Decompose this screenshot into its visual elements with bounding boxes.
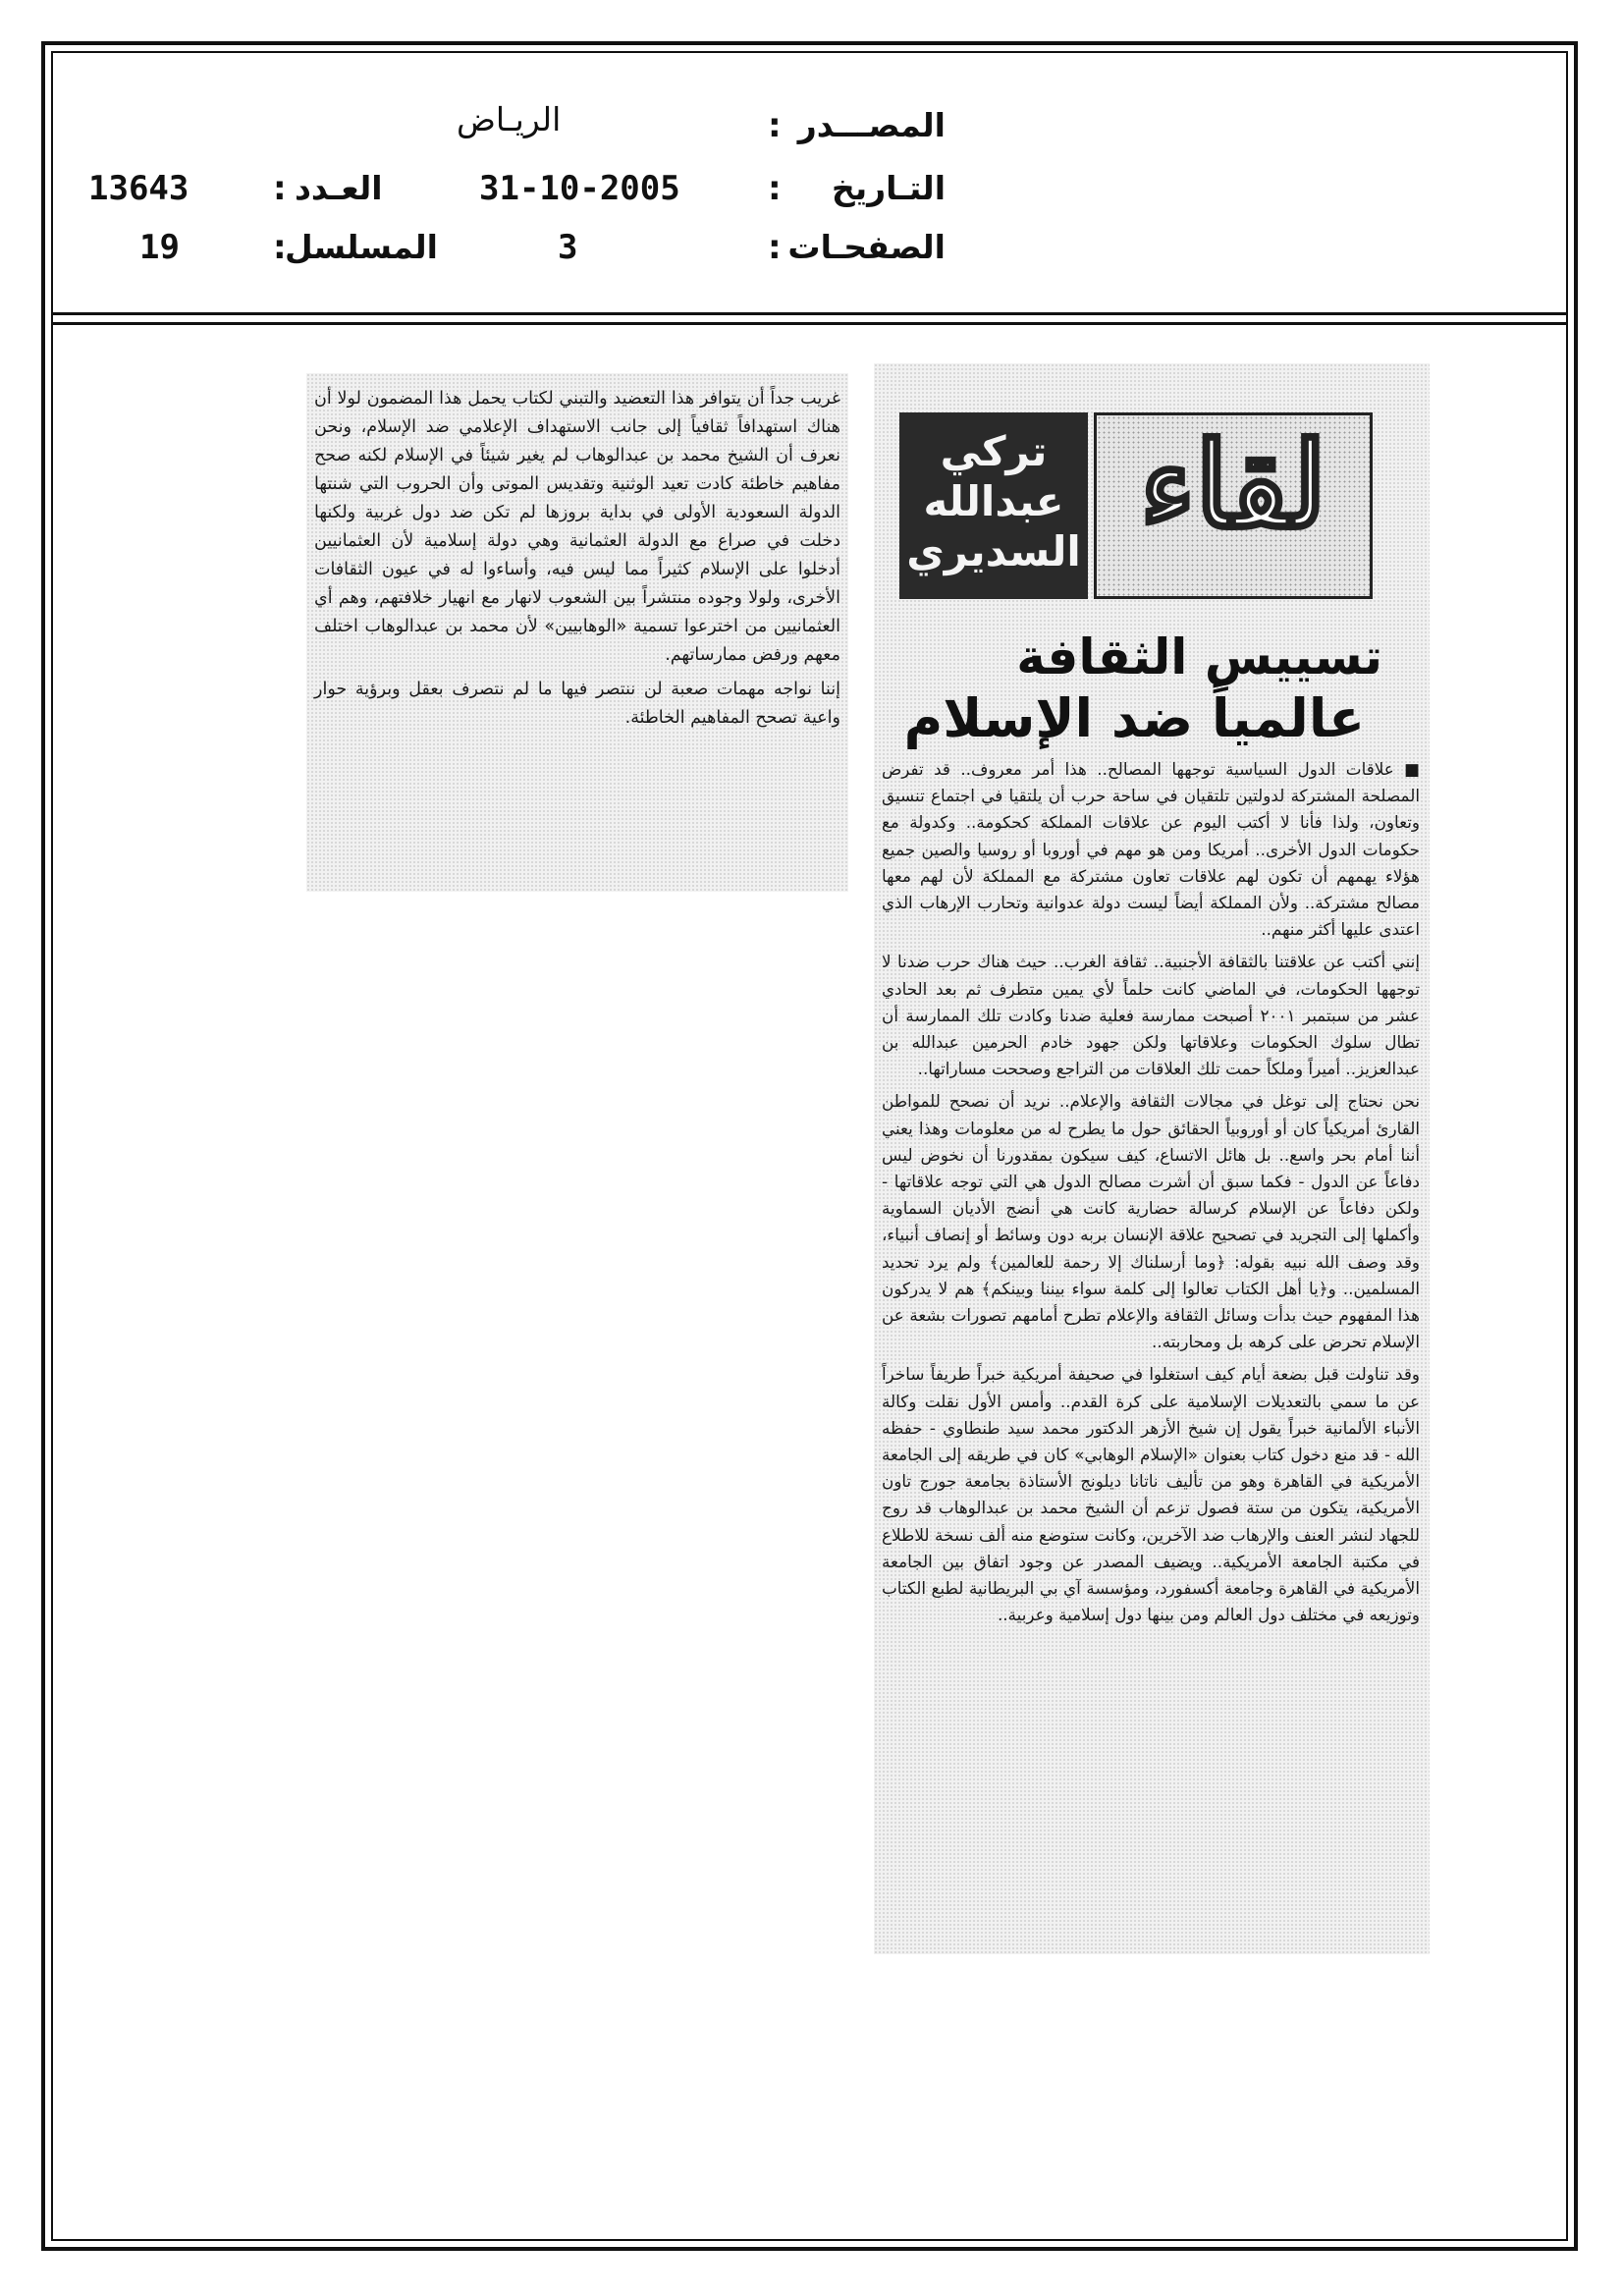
issue-colon: : [273, 169, 287, 208]
pages-value: 3 [558, 228, 578, 267]
paragraph: إنني أكتب عن علاقتنا بالثقافة الأجنبية.. ثقافة الغرب.. حيث هناك حرب ضدنا لا توجهها الحكومات، في الماضي كانت حلماً لأي يمين متطرف ثم بعد الحادي عشر من سبتمبر ٢٠٠١ أصبحت ممارسة فعلية ضدنا وكادت تلك الممارسة أن تطال سلوك الحكومات وعلاقاتها ولكن جهود خادم الحرمين عبدالله بن عبدالعزيز.. أميراً وملكاً حمت تلك العلاقات من التراجع وصححت مساراتها.. [882, 952, 1420, 1079]
header-divider [51, 312, 1568, 315]
headline-line-2: عالمياً ضد الإسلام [903, 687, 1365, 749]
date-colon: : [768, 169, 782, 208]
issue-value: 13643 [88, 169, 189, 208]
author-name-block [899, 412, 1088, 599]
serial-value: 19 [139, 228, 180, 267]
date-value: 31-10-2005 [479, 169, 680, 208]
pages-colon: : [768, 228, 782, 267]
column-logo-text: لقاء [1139, 416, 1327, 555]
article-body-left [314, 385, 840, 886]
paragraph: وقد تناولت قبل بضعة أيام كيف استغلوا في صحيفة أمريكية خبراً طريفاً ساخراً عن ما سمي بالتعديلات الإسلامية على كرة القدم.. وأمس الأول نقلت وكالة الأنباء الألمانية خبراً يقول إن شيخ الأزهر الدكتور محمد سيد طنطاوي - حفظه الله - قد منع دخول كتاب بعنوان «الإسلام الوهابي» كان في طريقه إلى الجامعة الأمريكية في القاهرة وهو من تأليف ناتانا ديلونج الأستاذة بجامعة جورج تاون الأمريكية، يتكون من ستة فصول تزعم أن الشيخ محمد بن عبدالوهاب قد روج للجهاد لنشر العنف والإرهاب ضد الآخرين، وكانت ستوضع منه ألف نسخة للاطلاع في مكتبة الجامعة الأمريكية.. ويضيف المصدر عن وجود اتفاق بين الجامعة الأمريكية في القاهرة وجامعة أكسفورد، ومؤسسة آي بي البريطانية لطبع الكتاب وتوزيعه في مختلف دول العالم ومن بينها دول إسلامية وعربية.. [882, 1364, 1420, 1625]
article-body-right [882, 756, 1420, 1935]
author-name-line-1: تركي [940, 427, 1048, 475]
date-label: التـاريخ [831, 169, 946, 207]
paragraph: نحن نحتاج إلى توغل في مجالات الثقافة والإعلام.. نريد أن نصحح للمواطن القارئ أمريكياً كان أو أوروبياً الحقائق حول ما يطرح له من معلومات وهذا يعني أننا أمام بحر واسع.. بل هائل الاتساع، كيف سيكون بمقدورنا أن نخوض ليس دفاعاً عن الدول - فكما سبق أن أشرت مصالح الدول هي التي توجه علاقاتها - ولكن دفاعاً عن الإسلام كرسالة حضارية كانت هي أنضج الأديان السماوية وأكملها إلى التجريد في تصحيح علاقة الإنسان بربه دون وسائط أو إنصاف أنبياء، وقد وصف الله نبيه بقوله: ﴿وما أرسلناك إلا رحمة للعالمين﴾ ولم يرد تحديد المسلمين.. و﴿يا أهل الكتاب تعالوا إلى كلمة سواء بيننا وبينكم﴾ هم لا يدركون هذا المفهوم حيث بدأت وسائل الثقافة والإعلام تطرح أمامهم تصورات بشعة عن الإسلام تحرض على كرهه بل ومحاربته.. [882, 1091, 1420, 1352]
source-value: الريـاض [457, 100, 562, 138]
paragraph: إننا نواجه مهمات صعبة لن ننتصر فيها ما لم نتصرف بعقل وبرؤية حوار واعية تصحح المفاهيم الخاطئة. [314, 680, 840, 728]
source-label: المصـــدر [797, 106, 946, 144]
pages-label: الصفحـات [787, 228, 946, 266]
header-divider-secondary [51, 322, 1568, 325]
author-name-line-2: عبدالله [923, 477, 1064, 526]
paragraph: ■ علاقات الدول السياسية توجهها المصالح.. هذا أمر معروف.. قد تفرض المصلحة المشتركة لدولتين تلتقيان في ساحة حرب أن يلتقيا في اجتماع تنسيق وتعاون، ولذا فأنا لا أكتب اليوم عن علاقات المملكة كحكومة.. وكدولة مع حكومات الدول الأخرى.. أمريكا ومن هو مهم في أوروبا أو روسيا والصين جميع هؤلاء يهمهم أن تكون لهم علاقات تعاون مشتركة مع المملكة لأن لهم معها مصالح مشتركة.. ولأن المملكة أيضاً ليست دولة عدوانية وتحارب الإرهاب الذي اعتدى عليها أكثر منهم.. [882, 759, 1420, 940]
headline-line-1: تسييس الثقافة [1016, 629, 1382, 685]
source-colon: : [768, 106, 782, 145]
serial-colon: : [273, 228, 287, 267]
column-logo [1094, 412, 1373, 599]
serial-label: المسلسل [285, 228, 438, 266]
author-name-line-3: السديري [906, 527, 1081, 576]
paragraph: غريب جداً أن يتوافر هذا التعضيد والتبني لكتاب يحمل هذا المضمون لولا أن هناك استهدافاً ثقافياً إلى جانب الاستهداف الإعلامي ضد الإسلام، ونحن نعرف أن الشيخ محمد بن عبدالوهاب لم يغير شيئاً في الإسلام لكنه صحح مفاهيم خاطئة كادت تعيد الوثنية وتقديس الموتى وأن الحروب التي شنتها الدولة السعودية الأولى في بداية بروزها لم تكن ضد دول غربية ولكنها دخلت في صراع مع الدولة العثمانية وهي دولة إسلامية لأن العثمانيين أدخلوا على الإسلام كثيراً مما ليس فيه، وأساءوا له في عيون الثقافات الأخرى، ولولا وجوده منتشراً بين الشعوب لانهار مع انهيار خلافتهم، وهم أي العثمانيين من اخترعوا تسمية «الوهابيين» لأن محمد بن عبدالوهاب اختلف معهم ورفض ممارساتهم. [314, 389, 840, 665]
issue-label: العـدد [295, 169, 383, 207]
